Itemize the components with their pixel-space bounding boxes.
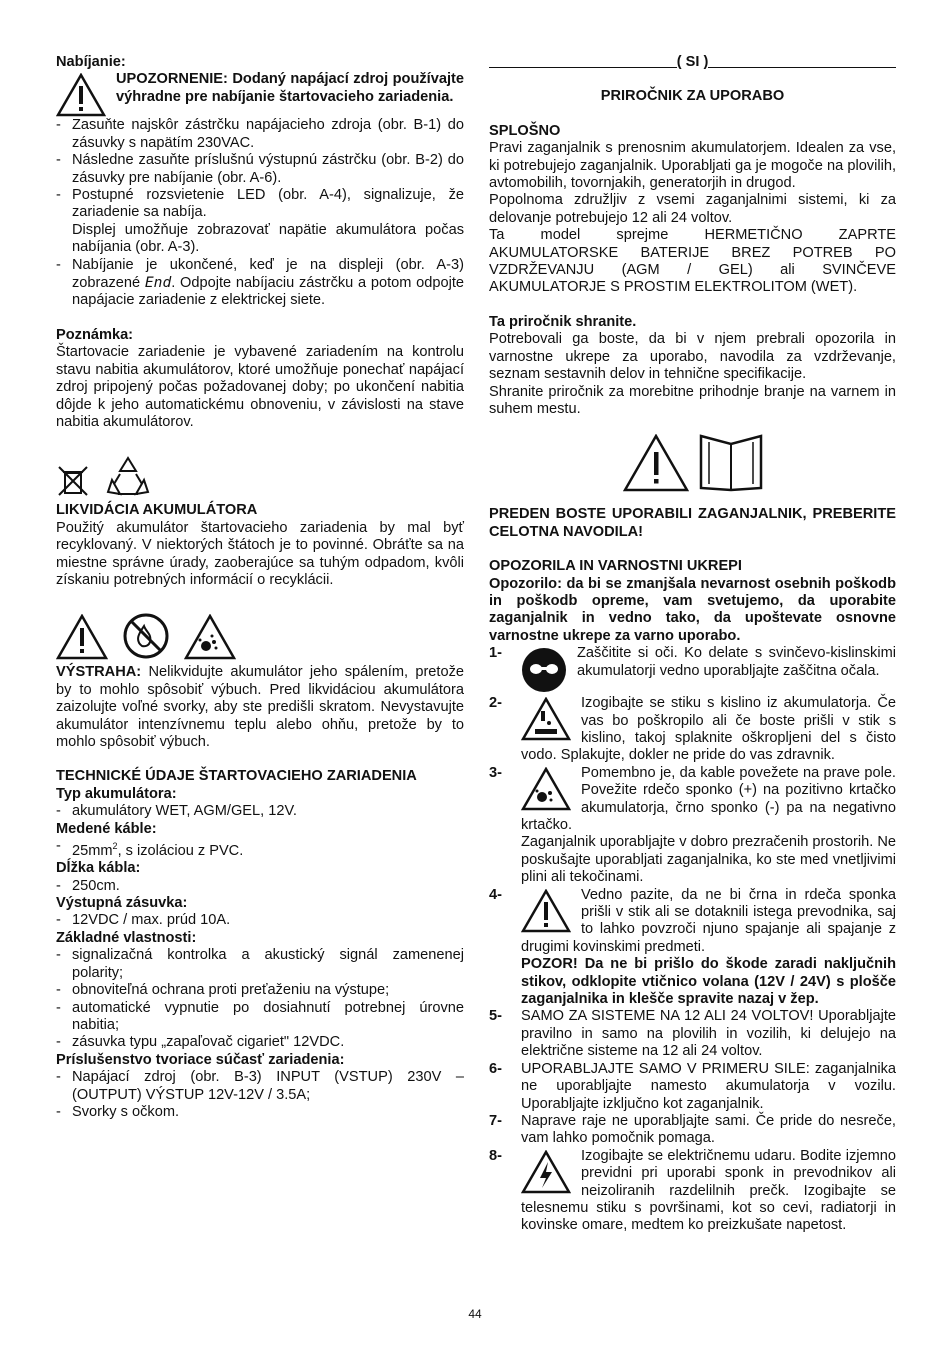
list-item: - Nabíjanie je ukončené, keď je na displeji (obr. A-3) zobrazené End. Odpojte nabíjaciu zástrčku a potom odpojte napájacie zariadenie z elektrickej siete. <box>56 256 464 309</box>
list-item: 7- Naprave raje ne uporabljajte sami. Če pride do nesreče, vam lahko pomočnik pomaga. <box>489 1112 896 1147</box>
page-number: 44 <box>468 1307 482 1321</box>
list-item: - signalizačná kontrolka a akustický signál zamenenej polarity; <box>56 947 464 981</box>
electric-shock-icon <box>521 1150 571 1194</box>
tech-title: TECHNICKÉ ÚDAJE ŠTARTOVACIEHO ZARIADENIA <box>56 768 417 785</box>
charging-warning: UPOZORNENIE: Dodaný napájací zdroj používajte výhradne pre nabíjanie štartovacieho zariadenia. <box>116 71 464 105</box>
list-item: 2- Izogibajte se stiku s kislino iz akumulatorja. Če vas bo poškropilo ali če boste prišli v stik s kislino, takoj splaknite oškropljeni del s čisto vodo. Splakujte, dokler ne pride do vas zdravnik. <box>489 695 896 764</box>
explosion-warning-icon <box>521 767 571 811</box>
cable-length-label: Dĺžka kábla: <box>56 860 141 877</box>
general-p3: Ta model sprejme HERMETIČNO ZAPRTE AKUMULATORSKE BATERIJE BREZ POTREB PO VZDRŽEVANJU (AGM / GEL) ali SVINČEVE AKUMULATORJE S PROSTIM ELEKTROLITOM (WET). <box>489 227 896 296</box>
list-item: - Napájací zdroj (obr. B-3) INPUT (VSTUP) 230V – (OUTPUT) VÝSTUP 12V-12V / 3.5A; <box>56 1069 464 1103</box>
corrosive-warning-icon <box>521 697 571 741</box>
keep-p2: Shranite priročnik za morebitne prihodnje branje na varnem in suhem mestu. <box>489 383 896 417</box>
list-item: - Zasuňte najskôr zástrčku napájacieho zdroja (obr. B-1) do zásuvky s napätím 230VAC. <box>56 117 464 151</box>
warning-triangle-icon <box>56 614 108 660</box>
fire-warning-text: VÝSTRAHA: Nelikvidujte akumulátor jeho spálením, pretože by to mohlo spôsobiť výbuch. Pred likvidáciou akumulátora zaizolujte voľné svorky, aby ste predišli skratom. Nevystavujte akumulátor intenzívnemu teplu alebo ohňu, pretože by to mohlo spôsobiť výbuch. <box>56 664 464 750</box>
end-display-glyph: End <box>144 274 172 292</box>
list-item: 1- Zaščitite si oči. Ko delate s svinčevo-kislinskimi akumulatorji vedno uporabljajte zaščitna očala. <box>489 645 896 695</box>
left-column <box>56 54 464 1121</box>
cables-label: Medené káble: <box>56 820 157 837</box>
list-item: 4- Vedno pazite, da ne bi črna in rdeča sponka prišli v stik ali se dotaknili istega prevodnika, saj to lahko povzroči njuno spajanje ali spajanje z drugimi kovinskimi predmeti. POZOR! Da ne bi prišlo do škode zaradi naključnih stikov, odklopite vtičnico volana (12V / 24V) s plošče zaganjalnika in klešče spravite nazaj v žep. <box>489 886 896 1008</box>
read-manual-icons <box>489 434 896 492</box>
features-label: Základné vlastnosti: <box>56 929 197 946</box>
safety-title: OPOZORILA IN VARNOSTNI UKREPI <box>489 558 742 575</box>
note-title: Poznámka: <box>56 326 134 343</box>
battery-type-label: Typ akumulátora: <box>56 785 177 802</box>
list-item: 6- UPORABLJAJTE SAMO V PRIMERU SILE: zaganjalnika ne uporabljajte namesto akumulatorja v vozilu. Uporabljajte izključno kot zaganjalnik. <box>489 1060 896 1112</box>
charging-title: Nabíjanie: <box>56 54 126 70</box>
list-item: 8- Izogibajte se električnemu udaru. Bodite izjemno previdni pri uporabi sponk in prevodnikov ali neizoliranih razdelilnih prečk. Izogibajte se telesnemu stiku s površinami, kot so cevi, radiatorji in kovinske omare, medtem ko preizkušate napetost. <box>489 1147 896 1234</box>
list-item: - Následne zasuňte príslušnú výstupnú zástrčku (obr. B-2) do zásuvky pre nabíjanie (obr. A-6). <box>56 152 464 186</box>
manual-book-icon <box>699 434 763 492</box>
list-item: 3- Pomembno je, da kable povežete na prave pole. Povežite rdečo sponko (+) na pozitivno krtačko akumulatorja, črno sponko (-) pa na negativno krtačko. Zaganjalnik uporabljajte v dobro prezračenih prostorih. Ne poskušajte uporabljati zaganjalnika, ko ste med vnetljivimi plini ali tekočinami. <box>489 764 896 886</box>
manual-title: PRIROČNIK ZA UPORABO <box>600 88 785 105</box>
no-fire-icon <box>122 612 170 660</box>
general-p2: Popolnoma združljiv z vsemi zaganjalnimi sistemi, ki za delovanje potrebujejo 12 ali 24 voltov. <box>489 192 896 226</box>
keep-title: Ta priročnik shranite. <box>489 313 637 330</box>
list-item: - 12VDC / max. prúd 10A. <box>56 912 231 929</box>
list-item: 5- SAMO ZA SISTEME NA 12 ALI 24 VOLTOV! Uporabljajte pravilno in samo na plovilih in vozilih, ki delujejo na električne sisteme na 12 ali 24 voltov. <box>489 1008 896 1060</box>
language-marker: ( SI ) <box>489 54 896 71</box>
accessories-label: Príslušenstvo tvoriace súčasť zariadenia: <box>56 1051 345 1068</box>
crossed-bin-icon <box>56 464 92 498</box>
disposal-title: LIKVIDÁCIA AKUMULÁTORA <box>56 502 258 519</box>
charging-warning-block <box>56 71 464 117</box>
right-column <box>489 54 896 1235</box>
output-label: Výstupná zásuvka: <box>56 895 188 912</box>
goggles-icon <box>521 647 567 693</box>
list-item: - automatické vypnutie po dosiahnutí potrebnej úrovne nabitia; <box>56 999 464 1033</box>
warning-triangle-icon <box>521 889 571 933</box>
warning-triangle-icon <box>623 434 689 492</box>
general-p1: Pravi zaganjalnik s prenosnim akumulatorjem. Idealen za vse, ki potrebujejo zaganjalnik. Uporabljati ga je mogoče na plovilih, avtomobilih, tovornjakih, generatorjih in drugod. <box>489 140 896 192</box>
recycle-icon <box>106 454 150 498</box>
disposal-text: Použitý akumulátor štartovacieho zariadenia by mal byť recyklovaný. V niektorých štátoch je to povinné. Obráťte sa na miestne správne úrady, zaoberajúce sa tuhým odpadom, kvôli získaniu potrebných informácií o recyklácii. <box>56 519 464 588</box>
general-title: SPLOŠNO <box>489 122 561 139</box>
list-item: - Postupné rozsvietenie LED (obr. A-4), signalizuje, že zariadenie sa nabíja. <box>56 187 464 221</box>
explosion-warning-icon <box>184 614 236 660</box>
warning-triangle-icon <box>56 73 106 117</box>
list-item: - zásuvka typu „zapaľovač cigariet" 12VDC. <box>56 1034 345 1051</box>
safety-intro: Opozorilo: da bi se zmanjšala nevarnost osebnih poškodb in poškodb opreme, vam svetujemo, da uporabite zaganjalnik in vedno tako, da upoštevate osnovne varnostne ukrepe za varno uporabo. <box>489 575 896 644</box>
list-item: - akumulátory WET, AGM/GEL, 12V. <box>56 803 297 820</box>
list-item: - $25mm^2$, s izoláciou z PVC. <box>56 838 244 859</box>
charging-display-note: Displej umožňuje zobrazovať napätie akumulátora počas nabíjania (obr. A-3). <box>72 221 464 256</box>
disposal-icons <box>56 454 464 498</box>
list-item: - 250cm. <box>56 877 120 894</box>
note-text: Štartovacie zariadenie je vybavené zariadením na kontrolu stavu nabitia akumulátorov, ktoré umožňuje ponechať napájací zdroj pripojený počas požadovanej doby; po ukončení nabitia dôjde k jeho automatickému obnoveniu, v závislosti na stave nabitia akumulátorov. <box>56 344 464 430</box>
read-all-warning: PREDEN BOSTE UPORABILI ZAGANJALNIK, PREBERITE CELOTNA NAVODILA! <box>489 506 896 540</box>
fire-warning-icons <box>56 612 464 660</box>
list-item: - Svorky s očkom. <box>56 1103 180 1120</box>
list-item: - obnoviteľná ochrana proti preťaženiu na výstupe; <box>56 982 390 999</box>
keep-p1: Potrebovali ga boste, da bi v njem prebrali opozorila in varnostne ukrepe za uporabo, navodila za vzdrževanje, seznam sestavnih delov in tehnične specifikacije. <box>489 331 896 383</box>
